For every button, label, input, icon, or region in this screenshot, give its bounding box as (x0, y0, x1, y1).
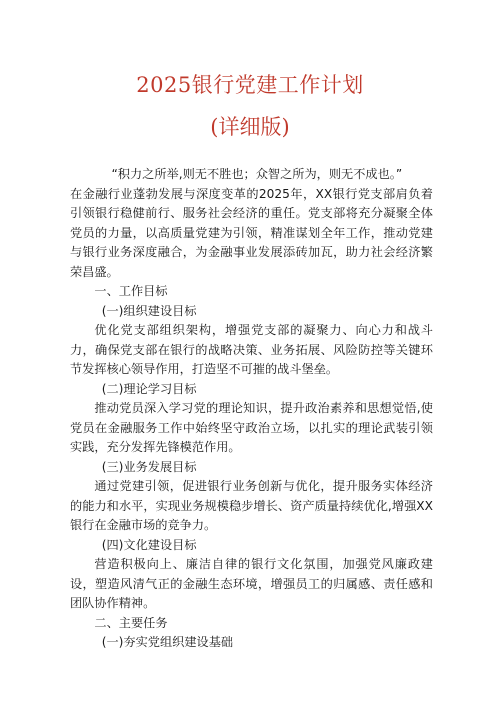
paragraph-culture: 营造积极向上、廉洁自律的银行文化氛围，加强党风廉政建设，塑造风清气正的金融生态环境，增强员工的归属感、责任感和团队协作精神。 (70, 557, 433, 610)
paragraph-theory: 推动党员深入学习党的理论知识，提升政治素养和思想觉悟,使党员在金融服务工作中始终坚守政治立场，以扎实的理论武装引领实践，充分发挥先锋模范作用。 (70, 401, 433, 454)
paragraph-organization: 优化党支部组织架构，增强党支部的凝聚力、向心力和战斗力，确保党支部在银行的战略决策、业务拓展、风险防控等关键环节发挥核心领导作用，打造坚不可摧的战斗堡垒。 (70, 323, 433, 376)
opening-quote: “积力之所举,则无不胜也；众智之所为，则无不成也。” (111, 167, 403, 181)
subsection-heading-culture: (四)文化建设目标 (101, 537, 197, 552)
subsection-heading-task1: (一)夯实党组织建设基础 (101, 635, 234, 649)
subsection-heading-theory: (二)理论学习目标 (101, 381, 197, 396)
subsection-heading-organization: (一)组织建设目标 (101, 303, 197, 318)
paragraph-business: 通过党建引领，促进银行业务创新与优化，提升服务实体经济的能力和水平，实现业务规模稳步增长、资产质量持续优化,增强XX银行在金融市场的竞争力。 (70, 479, 433, 532)
section-heading-goals: 一、工作目标 (94, 284, 168, 298)
document-title: 2025银行党建工作计划 (136, 73, 364, 97)
document-body (70, 165, 433, 653)
intro-paragraph: 在金融行业蓬勃发展与深度变革的2025年，XX银行党支部肩负着引领银行稳健前行、服务社会经济的重任。党支部将充分凝聚全体党员的力量，以高质量党建为引领，精准谋划全年工作，推动党建与银行业务深度融合，为金融事业发展添砖加瓦，助力社会经济繁荣昌盛。 (70, 186, 433, 279)
subsection-heading-business: (三)业务发展目标 (101, 459, 197, 474)
document-subtitle: (详细版) (210, 115, 290, 139)
section-heading-tasks: 二、主要任务 (94, 615, 168, 630)
